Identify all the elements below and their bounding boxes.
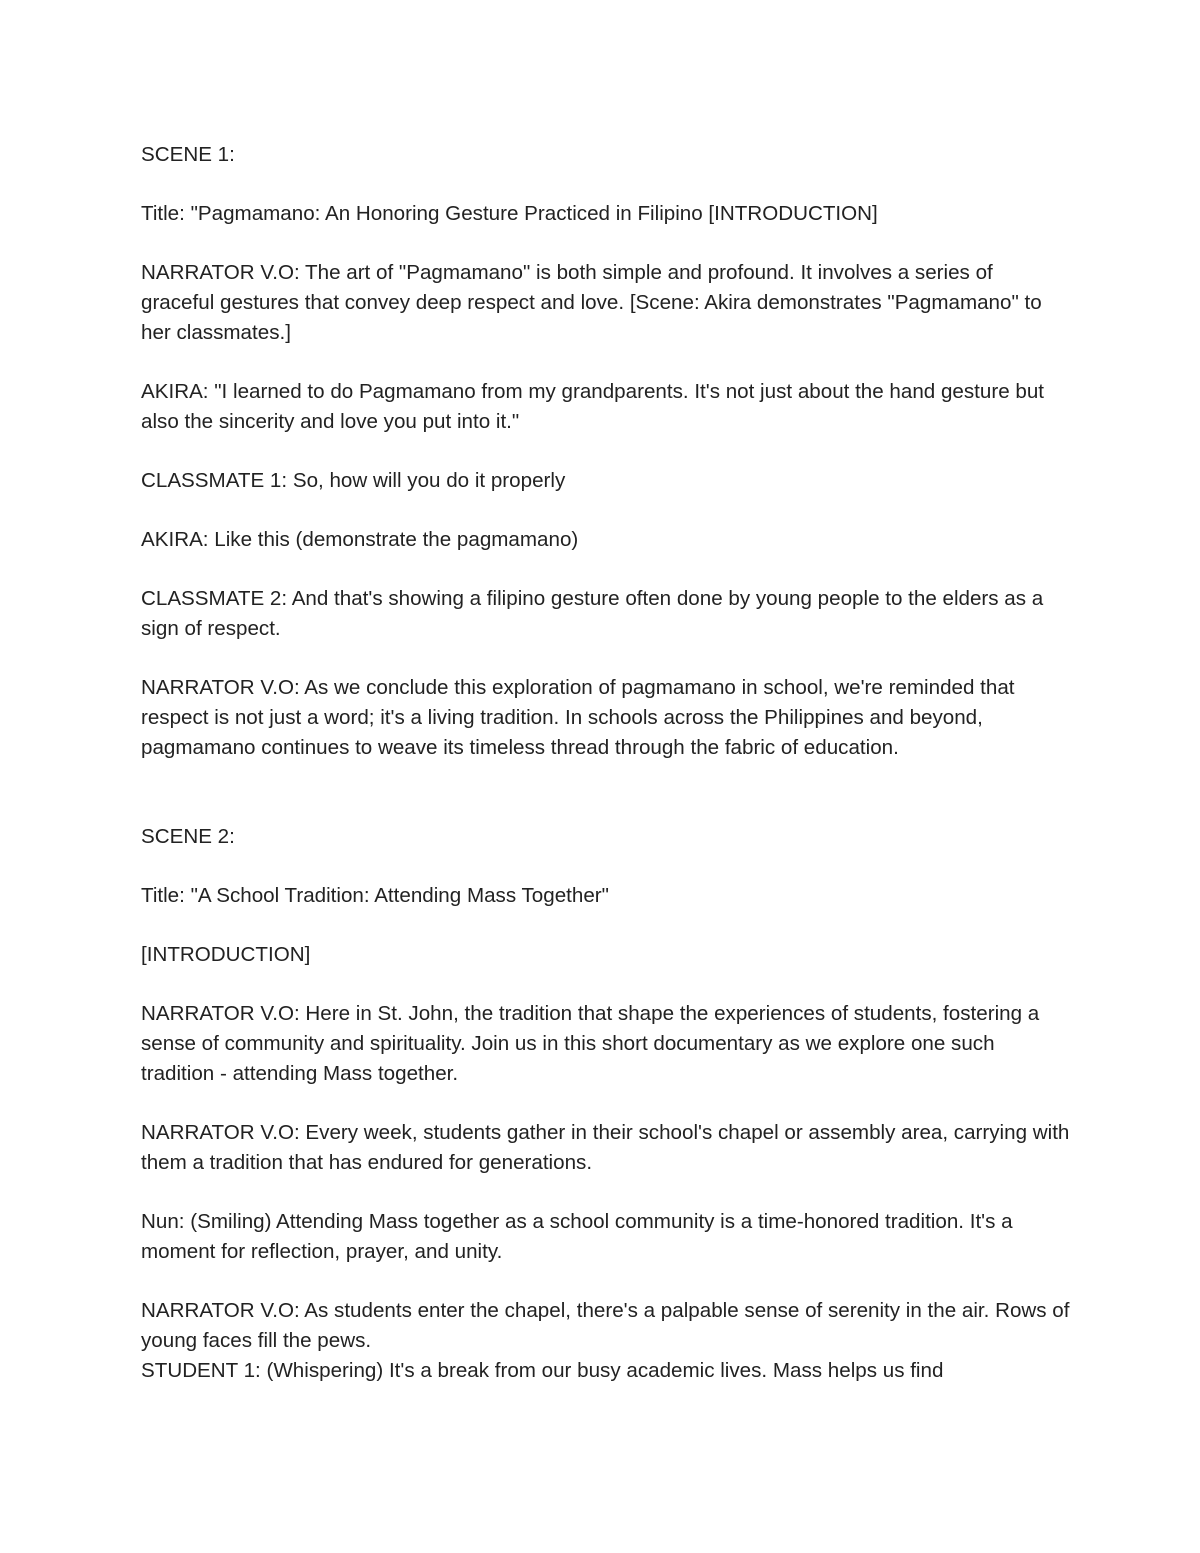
scene-1-line: AKIRA: Like this (demonstrate the pagmamano) — [141, 528, 579, 551]
scene-1-line: NARRATOR V.O: The art of "Pagmamano" is both simple and profound. It involves a series of graceful gestures that convey deep respect and love. [Scene: Akira demonstrates "Pagmamano" to her classmates.] — [141, 261, 1042, 344]
document-body — [141, 140, 1071, 1415]
scene-1-heading: SCENE 1: — [141, 143, 235, 166]
scene-2-line: Nun: (Smiling) Attending Mass together as a school community is a time-honored tradition. It's a moment for reflection, prayer, and unity. — [141, 1210, 1013, 1263]
scene-2-line: NARRATOR V.O: As students enter the chapel, there's a palpable sense of serenity in the air. Rows of young faces fill the pews. — [141, 1299, 1070, 1352]
scene-1-title: Title: "Pagmamano: An Honoring Gesture Practiced in Filipino [INTRODUCTION] — [141, 202, 878, 225]
scene-2-line: NARRATOR V.O: Every week, students gather in their school's chapel or assembly area, carrying with them a tradition that has endured for generations. — [141, 1121, 1070, 1174]
scene-1-line: NARRATOR V.O: As we conclude this exploration of pagmamano in school, we're reminded that respect is not just a word; it's a living tradition. In schools across the Philippines and beyond, pagmamano continues to weave its timeless thread through the fabric of education. — [141, 676, 1015, 759]
scene-2-line: STUDENT 1: (Whispering) It's a break from our busy academic lives. Mass helps us find — [141, 1359, 944, 1382]
scene-2-title: Title: "A School Tradition: Attending Mass Together" — [141, 884, 609, 907]
scene-2-heading: SCENE 2: — [141, 825, 235, 848]
scene-separator — [141, 792, 1071, 822]
scene-2-intro: [INTRODUCTION] — [141, 943, 311, 966]
scene-1-line: CLASSMATE 1: So, how will you do it properly — [141, 469, 566, 492]
scene-1-line: AKIRA: "I learned to do Pagmamano from my grandparents. It's not just about the hand gesture but also the sincerity and love you put into it." — [141, 380, 1045, 433]
scene-1-line: CLASSMATE 2: And that's showing a filipino gesture often done by young people to the elders as a sign of respect. — [141, 587, 1044, 640]
scene-2-line: NARRATOR V.O: Here in St. John, the tradition that shape the experiences of students, fostering a sense of community and spirituality. Join us in this short documentary as we explore one such tradition - attending Mass together. — [141, 1002, 1040, 1085]
